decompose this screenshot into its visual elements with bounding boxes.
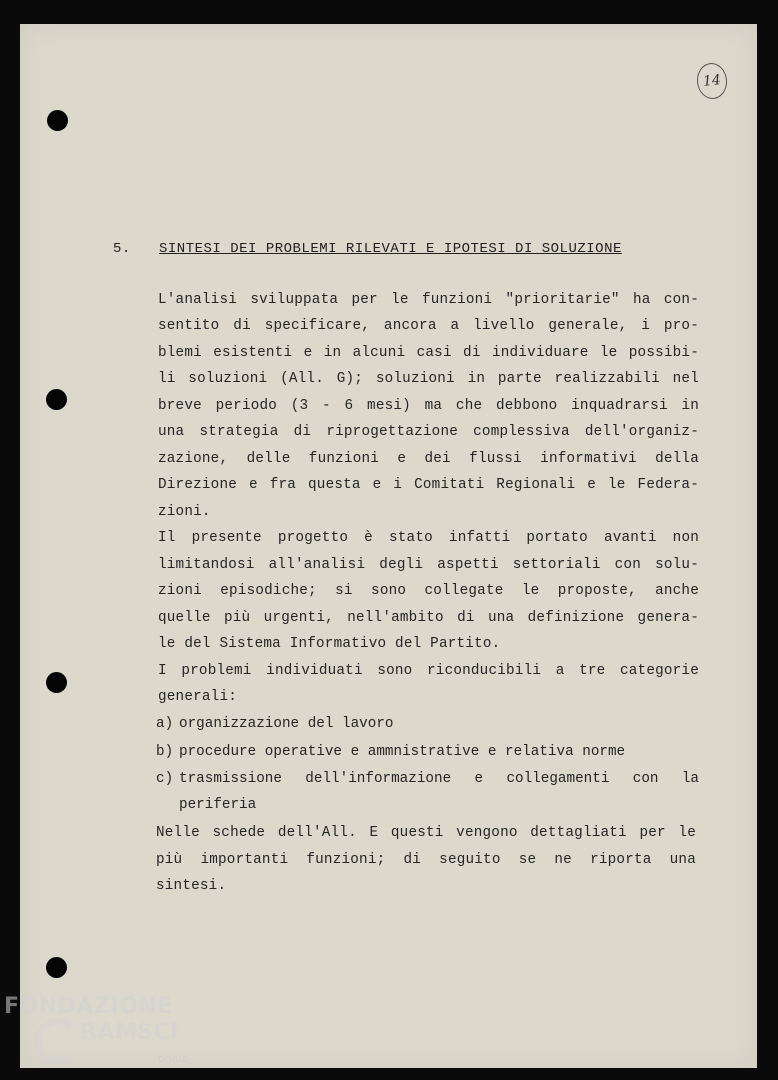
text-line: blemi esistenti e in alcuni casi di individuare le possibi- [158, 345, 699, 361]
list-item-text: procedure operative e ammnistrative e relativa norme [179, 744, 626, 760]
list-item-text: organizzazione del lavoro [179, 716, 394, 732]
watermark-g-icon [34, 1018, 80, 1064]
list-item-text: periferia [179, 797, 257, 813]
watermark-logo-text: FONDAZIONE [4, 994, 173, 1019]
binder-hole [46, 957, 67, 978]
list-item-text: trasmissione dell'informazione e collegamenti con la [179, 771, 699, 787]
text-line: sentito di specificare, ancora a livello generale, i pro- [158, 318, 699, 334]
binder-hole [46, 389, 67, 410]
text-line: breve periodo (3 - 6 mesi) ma che debbono inquadrarsi in [158, 398, 699, 414]
text-line: limitandosi all'analisi degli aspetti settoriali con solu- [158, 557, 699, 573]
text-line: I problemi individuati sono riconducibili a tre categorie [158, 663, 699, 679]
text-line: Il presente progetto è stato infatti portato avanti non [158, 530, 699, 546]
binder-hole [46, 672, 67, 693]
text-line: L'analisi sviluppata per le funzioni "prioritarie" ha con- [158, 292, 699, 308]
text-line: quelle più urgenti, nell'ambito di una definizione genera- [158, 610, 699, 626]
text-line: zioni. [158, 504, 211, 520]
handwritten-page-number: 14 [695, 62, 729, 101]
text-line: sintesi. [156, 878, 227, 894]
text-line: generali: [158, 689, 238, 705]
binder-hole [47, 110, 68, 131]
text-line: Direzione e fra questa e i Comitati Regionali e le Federa- [158, 477, 699, 493]
watermark-logo-subtext: onlus [158, 1052, 188, 1065]
section-title: SINTESI DEI PROBLEMI RILEVATI E IPOTESI DI SOLUZIONE [159, 241, 622, 257]
text-line: le del Sistema Informativo del Partito. [158, 636, 501, 652]
text-line: zioni episodiche; si sono collegate le proposte, anche [158, 583, 699, 599]
text-line: Nelle schede dell'All. E questi vengono dettagliati per le [156, 825, 696, 841]
list-item-letter: b) [156, 744, 174, 760]
section-number: 5. [113, 241, 131, 257]
text-line: li soluzioni (All. G); soluzioni in parte realizzabili nel [158, 371, 699, 387]
document-page [20, 24, 757, 1068]
text-line: una strategia di riprogettazione complessiva dell'organiz- [158, 424, 699, 440]
text-line: zazione, delle funzioni e dei flussi informativi della [158, 451, 699, 467]
text-line: più importanti funzioni; di seguito se ne riporta una [156, 852, 696, 868]
list-item-letter: a) [156, 716, 174, 732]
watermark-logo-text: RAMSCI [80, 1020, 180, 1045]
list-item-letter: c) [156, 771, 174, 787]
